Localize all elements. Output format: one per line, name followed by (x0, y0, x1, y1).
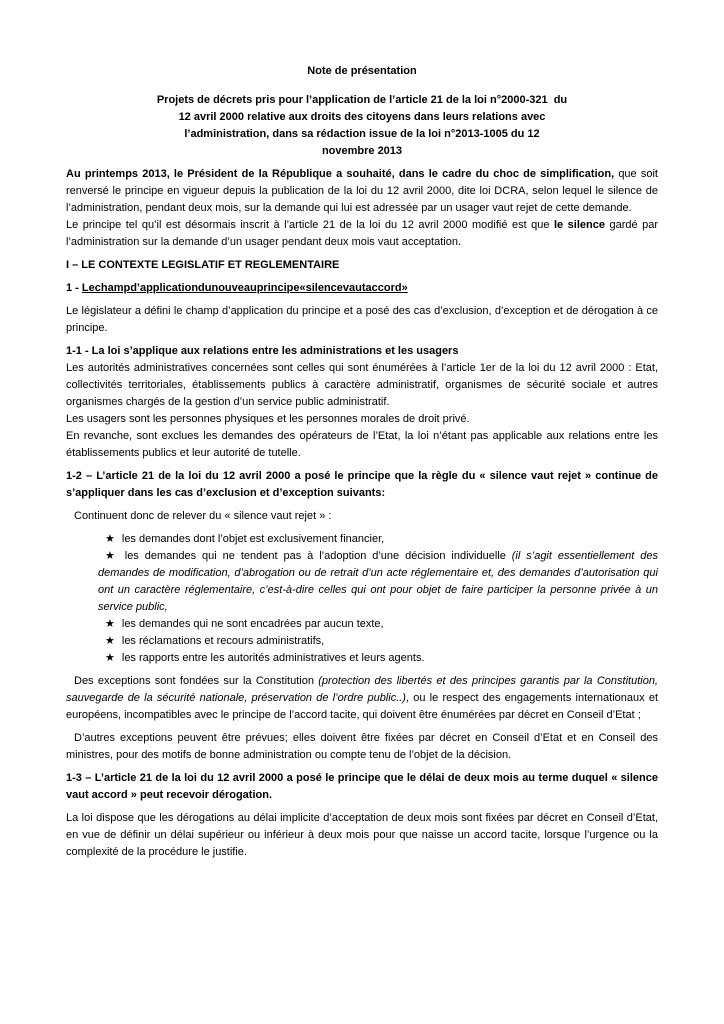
subtitle-line: l’administration, dans sa rédaction issue de la loi n°2013-1005 du 12 (184, 128, 540, 140)
document-body (66, 166, 658, 861)
bullet-item (66, 616, 658, 633)
text-run: Les usagers sont les personnes physiques et les personnes morales de droit privé. (66, 413, 470, 425)
star-bullet-icon: ★ (105, 550, 118, 562)
text-run: les demandes dont l’objet est exclusivement financier, (121, 533, 385, 545)
document-subtitle (66, 92, 658, 160)
document-title: Note de présentation (307, 65, 417, 77)
text-run: les demandes qui ne tendent pas à l’adoption d’une décision individuelle (124, 550, 512, 562)
paragraph-exceptions-constitution (66, 673, 658, 724)
heading-1-3 (66, 770, 658, 804)
section-1-1 (66, 343, 658, 462)
heading-1-2 (66, 468, 658, 502)
text-run: D’autres exceptions peuvent être prévues; elles doivent être fixées par décret en Conseil d’Etat et en Conseil des ministres, pour des motifs de bonne administration ou compte tenu de l’objet de la décision. (66, 732, 658, 761)
text-run: (il s’agit essentiellement des demandes de modification, d’abrogation ou de retrait d’un acte réglementaire et, des demandes d’autorisation qui ont un caractère réglementaire, c’est-à-dire celles qui ont pour objet de faire participer la personne privée à un service public, (98, 550, 658, 613)
paragraph-derogations (66, 810, 658, 861)
paragraph-legislateur (66, 303, 658, 337)
text-run: 1-3 – L’article 21 de la loi du 12 avril 2000 a posé le principe que le délai de deux mois au terme duquel « silence vaut accord » peut recevoir dérogation. (66, 772, 658, 801)
subtitle-line: Projets de décrets pris pour l’application de l’article 21 de la loi n°2000-321 du (156, 94, 568, 106)
paragraph-autres-exceptions (66, 730, 658, 764)
text-run: Le législateur a défini le champ d’application du principe et a posé des cas d’exclusion, d’exception et de dérogation à ce principe. (66, 305, 658, 334)
subtitle-line: novembre 2013 (321, 145, 403, 157)
text-run: 1 - (66, 282, 82, 294)
heading-champ-application (66, 280, 658, 297)
text-run: Lechampd’applicationdunouveauprincipe«silencevautaccord» (81, 282, 408, 294)
bullet-list (66, 531, 658, 667)
text-run: gardé par l’administration sur la demande d’un usager pendant deux mois vaut acceptation. (66, 219, 658, 248)
text-run: , ou le respect des engagements internationaux et européens, incompatibles avec le principe de l’accord tacite, qui doivent être énumérées par décret en Conseil d’Etat ; (66, 692, 658, 721)
text-run: I – LE CONTEXTE LEGISLATIF ET REGLEMENTAIRE (66, 259, 340, 271)
text-run: Au printemps 2013, le Président de la République a souhaité, dans le cadre du choc de simplification, (66, 168, 615, 180)
star-bullet-icon: ★ (105, 652, 115, 664)
heading-contexte-legislatif (66, 257, 658, 274)
text-run: En revanche, sont exclues les demandes des opérateurs de l’Etat, la loi n’étant pas applicable aux relations entre les établissements publics et leur autorité de tutelle. (66, 430, 658, 459)
text-run: Des exceptions sont fondées sur la Constitution (74, 675, 319, 687)
text-run: les rapports entre les autorités administratives et leurs agents. (121, 652, 425, 664)
text-run: Le principe tel qu’il est désormais inscrit à l’article 21 de la loi du 12 avril 2000 modifié est que (66, 219, 554, 231)
bullet-item (66, 531, 658, 548)
paragraph-continuent (66, 508, 658, 525)
text-run: les demandes qui ne sont encadrées par aucun texte, (121, 618, 384, 630)
text-run: (protection des libertés et des principes garantis par la Constitution, sauvegarde de la sécurité nationale, préservation de l’ordre public..) (66, 675, 658, 704)
star-bullet-icon: ★ (105, 635, 115, 647)
text-run: La loi dispose que les dérogations au délai implicite d’acceptation de deux mois sont fixées par décret en Conseil d’Etat, en vue de définir un délai supérieur ou inférieur à deux mois pour que naisse un accord tacite, lorsque l’urgence ou la complexité de la procédure le justifie. (66, 812, 658, 858)
bullet-item (66, 633, 658, 650)
intro-paragraph (66, 166, 658, 251)
subtitle-line: 12 avril 2000 relative aux droits des citoyens dans leurs relations avec (178, 111, 546, 123)
bullet-item (66, 650, 658, 667)
text-run: 1-1 - La loi s’applique aux relations entre les administrations et les usagers (66, 345, 459, 357)
text-run: le silence (553, 219, 605, 231)
star-bullet-icon: ★ (105, 533, 115, 545)
text-run: 1-2 – L’article 21 de la loi du 12 avril 2000 a posé le principe que la règle du « silence vaut rejet » continue de s’appliquer dans les cas d’exclusion et d’exception suivants: (66, 470, 658, 499)
text-run: que soit renversé le principe en vigueur depuis la publication de la loi du 12 avril 2000, dite loi DCRA, selon lequel le silence de l’administration, pendant deux mois, sur la demande qui lui est adressée par un usager vaut rejet de cette demande. (66, 168, 658, 214)
star-bullet-icon: ★ (105, 618, 115, 630)
text-run: Continuent donc de relever du « silence vaut rejet » : (74, 510, 332, 522)
bullet-item (66, 548, 658, 616)
text-run: Les autorités administratives concernées sont celles qui sont énumérées à l’article 1er de la loi du 12 avril 2000 : Etat, collectivités territoriales, établissements publics à caractère administratif, organismes de sécurité sociale et autres organismes chargés de la gestion d’un service public administratif. (66, 362, 658, 408)
text-run: les réclamations et recours administratifs, (121, 635, 325, 647)
